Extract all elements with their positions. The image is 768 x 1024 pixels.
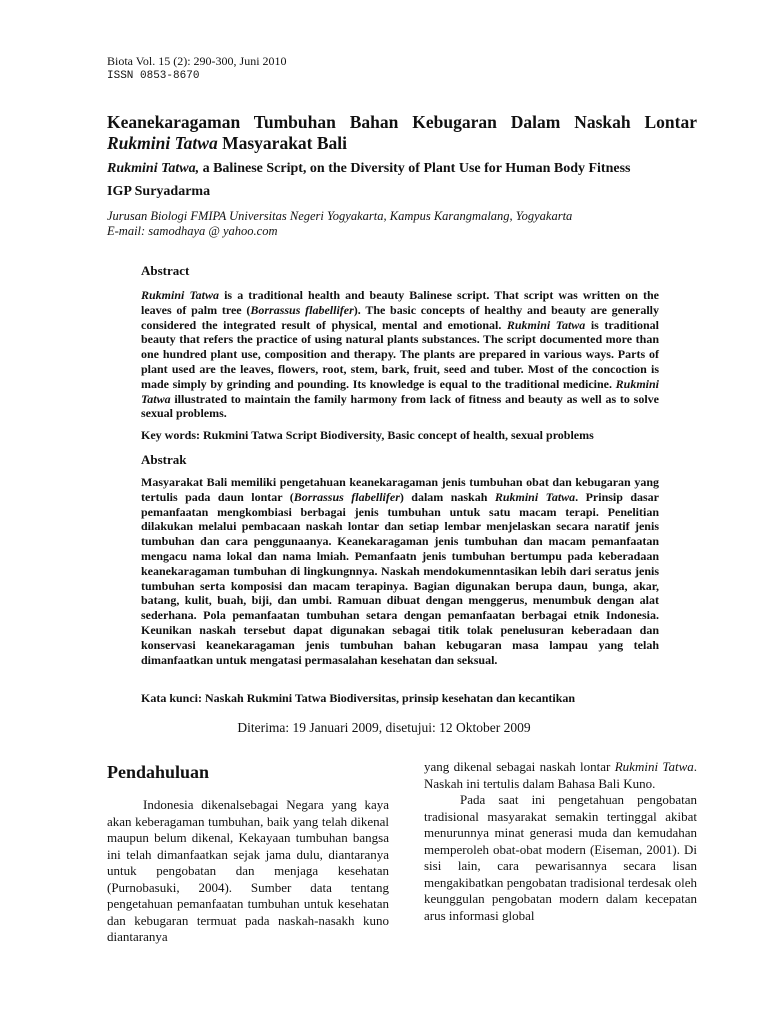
abstract-text-8: illustrated to maintain the family harmony from lack of fitness and beauty as well as to solve sexual problems. <box>141 391 659 421</box>
paper-title-line2 <box>107 133 347 154</box>
paper-subtitle <box>107 160 697 178</box>
author-affiliation: Jurusan Biologi FMIPA Universitas Negeri Yogyakarta, Kampus Karangmalang, Yogyakarta <box>107 209 573 223</box>
author-name: IGP Suryadarma <box>107 184 211 199</box>
abstrak-text-3: ) dalam naskah <box>399 489 495 504</box>
abstract-text-6: is traditional beauty that refers the practice of using natural plants substances. The script documented more than one hundred plant use, composition and therapy. The plants are prepared in various ways. Parts of plant used are the leaves, flowers, root, stem, bark, fruit, seed and tuber. Most of the concoction is made simply by grinding and pounding. Its knowledge is equal to the traditional medicine. <box>141 317 659 391</box>
title-rest: Masyarakat Bali <box>217 133 348 153</box>
title-script-name: Rukmini Tatwa <box>107 133 218 153</box>
abstract-text-2: is a traditional health and beauty Balinese script. That script was written on the leaves of palm tree ( <box>141 288 660 317</box>
abstract-body <box>141 288 659 421</box>
abstract-italic-3: Borrassus flabellifer <box>250 302 354 317</box>
abstract-italic-7: Rukmini Tatwa <box>141 376 659 406</box>
subtitle-script-name: Rukmini Tatwa, <box>107 161 200 176</box>
abstrak-text-5: . Prinsip dasar pemanfaatan mengkombiasi berbagai jenis tumbuhan untuk satu macam terapi. Penelitian dilakukan melalui pembacaan naskah lontar dan setiap lembar menjelaskan secara naratif jenis tumbuhan dan cara penggunaanya. Keanekaragaman jenis tumbuhan dan macam pemanfaatan mengacu nama lokal dan nama lmiah. Pemanfaatn jenis tumbuhan bertumpu pada keberadaan keanekaragaman tumbuhan di lingkungnnya. Naskah mendokumenntasikan lebih dari seratus jenis tumbuhan serta komposisi dan macam terapinya. Bagian digunakan berupa daun, bunga, akar, batang, kulit, buah, biji, dan umbi. Ramuan dibuat dengan menggerus, menumbuk dengan alat sederhana. Pola pemanfaatan tumbuhan setara dengan pemanfaatan berbagai etnik Indonesia. Keunikan naskah tersebut dapat digunakan sebagai titik tolak penelusuran keberadaan dan konservasi keanekaragaman jenis tumbuhan bahan kebugaran masa lampau yang telah dimanfaatkan untuk mengatasi permasalahan kesehatan dan seksual. <box>141 489 660 667</box>
intro-right-paragraph-2: Pada saat ini pengetahuan pengobatan tradisional masyarakat semakin tertinggal akibat menurunnya minat generasi muda dan kemudahan memperoleh obat-obat modern (Eiseman, 2001). Di sisi lain, cara pewarisannya secara lisan mengakibatkan pengobatan tradisional terdesak oleh keunggulan pengobatan modern dalam kecepatan arus informasi global <box>424 792 697 923</box>
abstrak-body <box>141 475 659 667</box>
abstrak-heading: Abstrak <box>141 452 187 467</box>
journal-citation: Biota Vol. 15 (2): 290-300, Juni 2010 <box>107 54 287 68</box>
abstrak-text-1: Masyarakat Bali memiliki pengetahuan keanekaragaman jenis tumbuhan obat dan kebugaran yang tertulis pada daun lontar ( <box>141 475 659 504</box>
intro-right-text-1c: . Naskah ini tertulis dalam Bahasa Bali Kuno. <box>424 759 697 791</box>
intro-right-column <box>424 759 697 924</box>
journal-issn: ISSN 0853-8670 <box>107 70 200 82</box>
received-dates: Diterima: 19 Januari 2009, disetujui: 12 Oktober 2009 <box>237 720 531 735</box>
abstract-italic-1: Rukmini Tatwa <box>141 288 220 302</box>
subtitle-rest: a Balinese Script, on the Diversity of Plant Use for Human Body Fitness <box>199 161 631 176</box>
abstract-text-4: ). The basic concepts of healthy and beauty are generally considered the integrated result of physical, mental and emotional. <box>141 302 659 332</box>
abstract-heading: Abstract <box>141 263 190 278</box>
intro-heading: Pendahuluan <box>107 762 210 782</box>
intro-right-paragraph-1 <box>424 759 697 792</box>
keywords-en: Key words: Rukmini Tatwa Script Biodiversity, Basic concept of health, sexual problems <box>141 428 594 442</box>
abstrak-italic-4: Rukmini Tatwa <box>494 489 576 504</box>
abstrak-italic-2: Borrassus flabellifer <box>293 489 400 504</box>
author-email: E-mail: samodhaya @ yahoo.com <box>107 224 278 238</box>
intro-right-text-1a: yang dikenal sebagai naskah lontar <box>424 759 615 774</box>
intro-left-column: Indonesia dikenalsebagai Negara yang kaya akan keberagaman tumbuhan, baik yang telah dikenal maupun belum dikenal, Kekayaan tumbuhan bangsa ini telah dimanfaatkan sejak jama dulu, diantaranya untuk pengobatan dan menjaga kesehatan (Purnobasuki, 2004). Sumber data tentang pengetahuan pemanfaatan tumbuhan untuk kesehatan dan kebugaran termuat pada naskah-nasakh kuno diantaranya <box>107 797 389 944</box>
keywords-id: Kata kunci: Naskah Rukmini Tatwa Biodiversitas, prinsip kesehatan dan kecantikan <box>141 691 576 705</box>
intro-right-italic-1b: Rukmini Tatwa <box>614 759 694 774</box>
paper-title-line1: Keanekaragaman Tumbuhan Bahan Kebugaran Dalam Naskah Lontar <box>107 112 697 132</box>
abstract-italic-5: Rukmini Tatwa <box>506 317 586 332</box>
